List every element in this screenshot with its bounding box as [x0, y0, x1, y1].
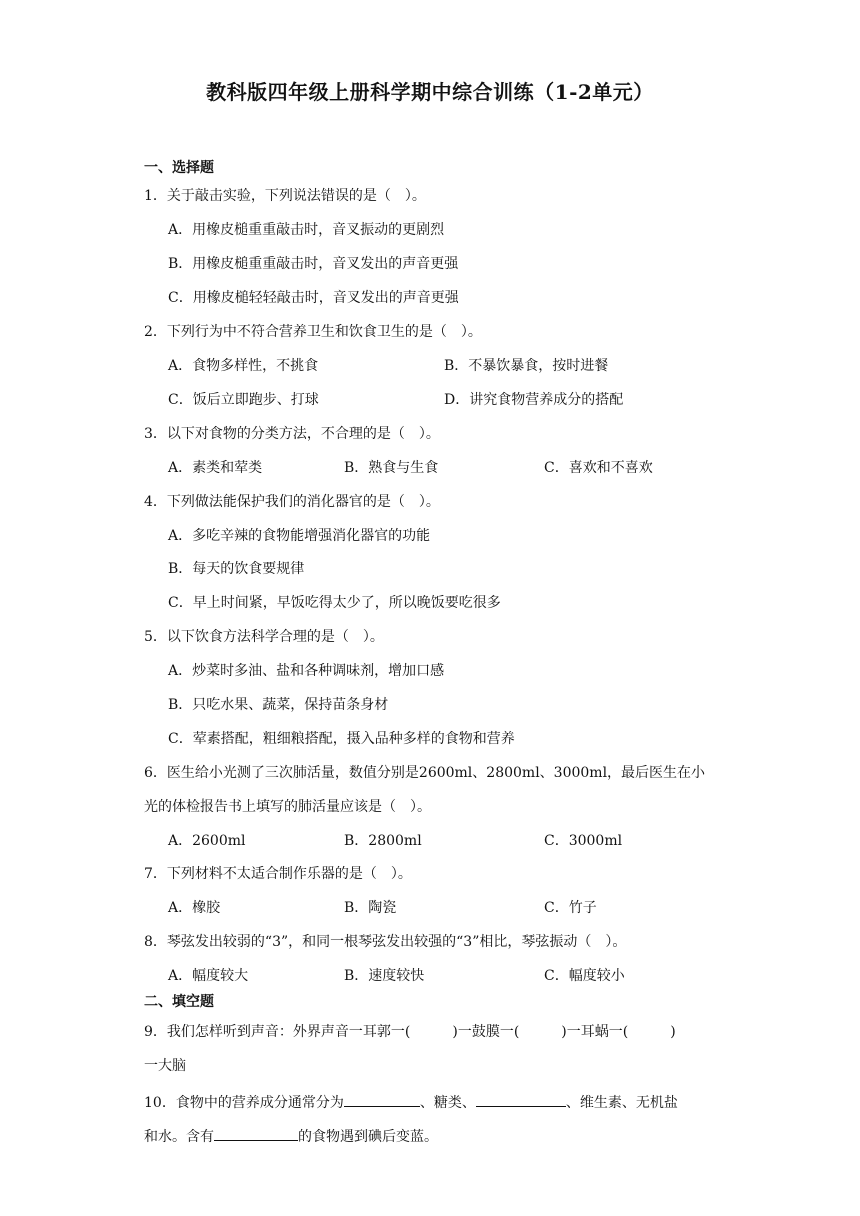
q5-option-c: C．荤素搭配，粗细粮搭配，摄入品种多样的食物和营养	[168, 731, 515, 747]
q7-option-a: A．橡胶	[168, 900, 221, 916]
q10-text-3: 、维生素、无机盐	[565, 1095, 678, 1111]
q1-option-a: A．用橡皮槌重重敲击时，音叉振动的更剧烈	[168, 222, 445, 238]
section-fill-blank: 二、填空题	[144, 994, 214, 1010]
q5-option-b: B．只吃水果、蔬菜，保持苗条身材	[168, 697, 389, 713]
q1-option-c: C．用橡皮槌轻轻敲击时，音叉发出的声音更强	[168, 290, 459, 306]
q2-option-c: C．饭后立即跑步、打球	[168, 392, 319, 408]
q3-option-b: B．熟食与生食	[344, 460, 439, 476]
q8-option-c: C．幅度较小	[544, 968, 625, 984]
q6-option-a: A．2600ml	[168, 833, 246, 849]
question-3: 3．以下对食物的分类方法，不合理的是（ ）。	[144, 426, 440, 442]
question-9-line-1: 9．我们怎样听到声音：外界声音一耳郭一( )一鼓膜一( )一耳蜗一( )	[144, 1024, 676, 1040]
question-7: 7．下列材料不太适合制作乐器的是（ ）。	[144, 866, 412, 882]
q10-text-1: 10．食物中的营养成分通常分为	[144, 1095, 344, 1111]
q3-option-a: A．素类和荤类	[168, 460, 263, 476]
q4-option-c: C．早上时间紧，早饭吃得太少了，所以晚饭要吃很多	[168, 595, 501, 611]
q10-blank-3[interactable]	[214, 1124, 298, 1141]
question-5: 5．以下饮食方法科学合理的是（ ）。	[144, 629, 384, 645]
question-10-line-1	[144, 1090, 678, 1113]
question-2: 2．下列行为中不符合营养卫生和饮食卫生的是（ ）。	[144, 324, 482, 340]
question-6-line-1: 6．医生给小光测了三次肺活量，数值分别是2600ml、2800ml、3000ml，最后医生在小	[144, 765, 706, 781]
question-9-line-2: 一大脑	[144, 1058, 186, 1074]
q8-option-a: A．幅度较大	[168, 968, 249, 984]
q5-option-a: A．炒菜时多油、盐和各种调味剂，增加口感	[168, 663, 445, 679]
page-title: 教科版四年级上册科学期中综合训练（1-2单元）	[206, 80, 654, 104]
q3-option-c: C．喜欢和不喜欢	[544, 460, 653, 476]
q4-option-b: B．每天的饮食要规律	[168, 561, 305, 577]
q10-blank-2[interactable]	[476, 1090, 566, 1107]
q4-option-a: A．多吃辛辣的食物能增强消化器官的功能	[168, 528, 431, 544]
q2-option-b: B．不暴饮暴食，按时进餐	[444, 358, 609, 374]
q7-option-b: B．陶瓷	[344, 900, 397, 916]
q10-blank-1[interactable]	[344, 1090, 420, 1107]
q6-option-b: B．2800ml	[344, 833, 422, 849]
q8-option-b: B．速度较快	[344, 968, 425, 984]
question-6-line-2: 光的体检报告书上填写的肺活量应该是（ ）。	[144, 799, 431, 815]
q10-text-4: 和水。含有	[144, 1129, 214, 1145]
question-10-line-2	[144, 1124, 438, 1147]
question-1: 1．关于敲击实验，下列说法错误的是（ ）。	[144, 188, 426, 204]
q1-option-b: B．用橡皮槌重重敲击时，音叉发出的声音更强	[168, 256, 459, 272]
q2-option-a: A．食物多样性，不挑食	[168, 358, 319, 374]
q2-option-d: D．讲究食物营养成分的搭配	[444, 392, 624, 408]
question-4: 4．下列做法能保护我们的消化器官的是（ ）。	[144, 494, 440, 510]
q10-text-5: 的食物遇到碘后变蓝。	[298, 1129, 438, 1145]
question-8: 8．琴弦发出较弱的“3”，和同一根琴弦发出较强的“3”相比，琴弦振动（ ）。	[144, 934, 627, 950]
q7-option-c: C．竹子	[544, 900, 597, 916]
section-choice: 一、选择题	[144, 160, 214, 176]
q6-option-c: C．3000ml	[544, 833, 623, 849]
q10-text-2: 、糖类、	[419, 1095, 476, 1111]
